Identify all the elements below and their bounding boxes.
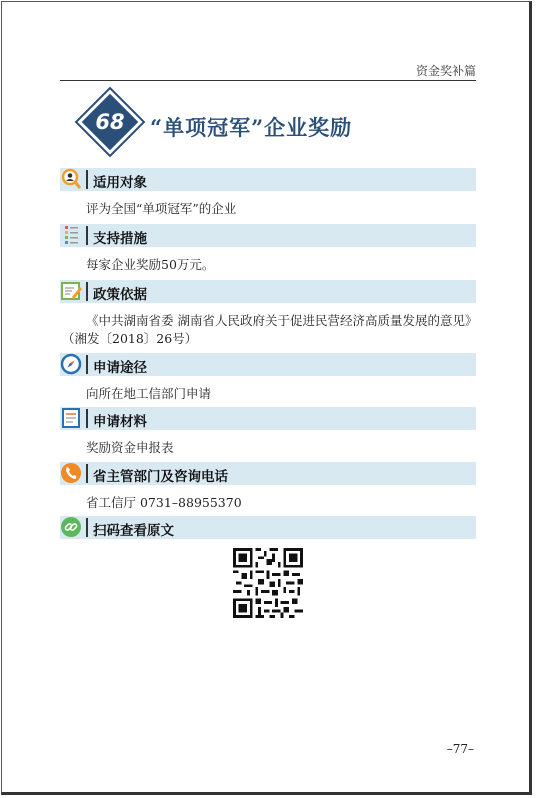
section-contact-phone — [60, 462, 476, 485]
compass-icon — [60, 353, 82, 375]
section-application-channel — [60, 353, 476, 376]
magnifier-person-icon — [60, 168, 82, 190]
phone-icon — [60, 462, 82, 484]
page-title: “单项冠军”企业奖励 — [150, 115, 353, 140]
section-title: 申请途径 — [93, 360, 147, 376]
section-divider — [86, 226, 88, 245]
running-header: 资金奖补篇 — [415, 64, 476, 78]
header-rule — [60, 80, 476, 81]
section-scan-qr — [60, 516, 476, 539]
section-title: 省主管部门及咨询电话 — [93, 469, 228, 485]
pencil-note-icon — [60, 280, 82, 302]
section-title: 适用对象 — [93, 175, 147, 191]
qr-code-icon — [233, 548, 303, 618]
section-body: 每家企业奖励50万元。 — [86, 257, 215, 272]
section-application-materials — [60, 407, 476, 430]
page-number: –77– — [446, 742, 474, 756]
section-title: 申请材料 — [93, 414, 147, 430]
document-icon — [60, 407, 82, 429]
link-icon — [60, 516, 82, 538]
item-number: 68 — [95, 110, 125, 134]
section-body: 省工信厅 0731–88955370 — [86, 495, 242, 510]
section-body: 向所在地工信部门申请 — [86, 386, 212, 401]
section-body: 奖励资金申报表 — [86, 440, 174, 455]
section-divider — [86, 464, 88, 483]
section-divider — [86, 170, 88, 189]
section-divider — [86, 518, 88, 537]
section-body: 《中共湖南省委 湖南省人民政府关于促进民营经济高质量发展的意见》 — [86, 313, 478, 328]
section-title: 政策依据 — [93, 287, 147, 303]
section-title: 支持措施 — [93, 231, 147, 247]
section-body: 评为全国“单项冠军”的企业 — [86, 201, 237, 216]
section-divider — [86, 282, 88, 301]
section-divider — [86, 355, 88, 374]
section-body: （湘发〔2018〕26号） — [62, 331, 198, 346]
section-title: 扫码查看原文 — [93, 523, 174, 539]
section-support-measures — [60, 224, 476, 247]
checklist-icon — [60, 224, 82, 246]
section-policy-basis — [60, 280, 476, 303]
section-divider — [86, 409, 88, 428]
section-applicable-target — [60, 168, 476, 191]
